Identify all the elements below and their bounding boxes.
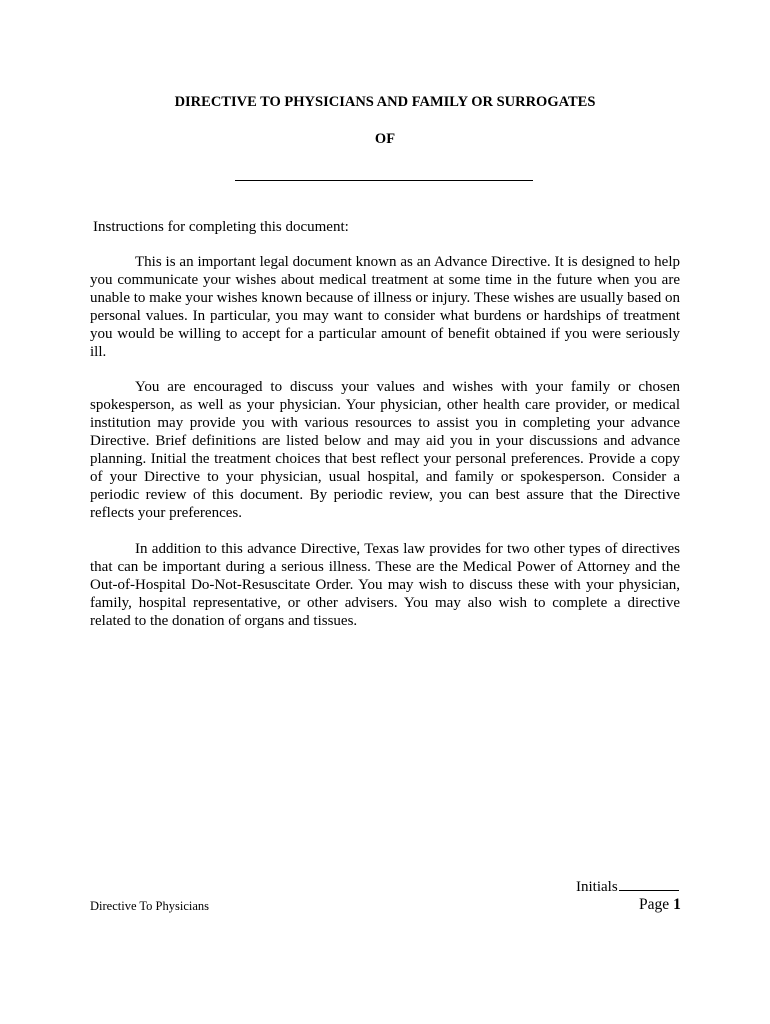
instructions-heading: Instructions for completing this document: (93, 219, 349, 235)
paragraph-advance-directive: This is an important legal document known as an Advance Directive. It is designed to help you communicate your wishes about medical treatment at some time in the future when you are unable to make your wishes known because of illness or injury. These wishes are usually based on personal values. In particular, you may want to consider what burdens or hardships of treatment you would be willing to accept for a particular amount of benefit obtained if you were seriously ill. (90, 254, 680, 360)
page-number: 1 (673, 896, 681, 913)
initials-blank-line (619, 876, 679, 891)
of-heading: OF (374, 131, 396, 147)
paragraph-other-directives: In addition to this advance Directive, Texas law provides for two other types of directives that can be important during a serious illness. These are the Medical Power of Attorney and the Out-of-Hospital Do-Not-Resuscitate Order. You may wish to discuss these with your physician, family, hospital representative, or other advisers. You may also wish to complete a directive related to the donation of organs and tissues. (90, 541, 680, 629)
page-label: Page (639, 896, 670, 913)
initials-label: Initials (576, 879, 618, 895)
page-indicator (639, 896, 681, 914)
document-title: DIRECTIVE TO PHYSICIANS AND FAMILY OR SURROGATES (174, 94, 596, 110)
footer-document-name: Directive To Physicians (90, 899, 210, 913)
name-blank-line (235, 180, 533, 181)
initials-field (576, 876, 679, 896)
paragraph-discuss-values: You are encouraged to discuss your values and wishes with your family or chosen spokesperson, as well as your physician. Your physician, other health care provider, or medical institution may provide you with various resources to assist you in completing your advance Directive. Brief definitions are listed below and may aid you in your discussions and advance planning. Initial the treatment choices that best reflect your personal preferences. Provide a copy of your Directive to your physician, usual hospital, and family or spokesperson. Consider a periodic review of this document. By periodic review, you can best assure that the Directive reflects your preferences. (90, 379, 680, 521)
